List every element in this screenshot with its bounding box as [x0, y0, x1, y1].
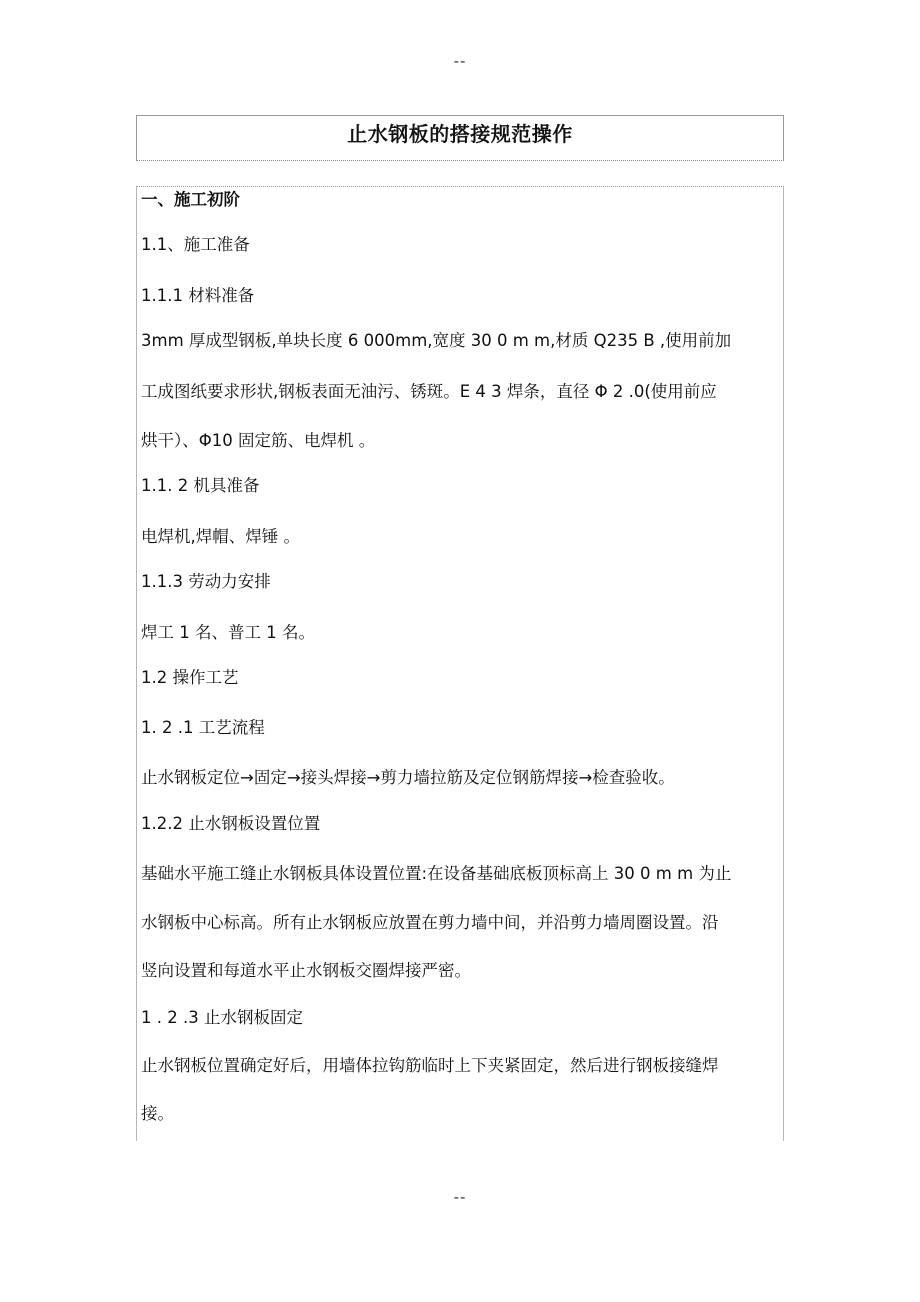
paragraph-line: 止水钢板定位→固定→接头焊接→剪力墙拉筋及定位钢筋焊接→检查验收。 — [141, 768, 675, 787]
subsubsection-heading: 1.1.3 劳动力安排 — [141, 572, 271, 591]
paragraph-line: 止水钢板位置确定好后，用墙体拉钩筋临时上下夹紧固定，然后进行钢板接缝焊 — [141, 1056, 719, 1075]
subsubsection-heading: 1.1.1 材料准备 — [141, 286, 255, 305]
paragraph-line: 电焊机,焊帽、焊锤 。 — [141, 527, 300, 546]
page-mark-top: -- — [453, 52, 467, 70]
subsubsection-heading: 1.2.2 止水钢板设置位置 — [141, 814, 321, 833]
paragraph-line: 基础水平施工缝止水钢板具体设置位置:在设备基础底板顶标高上 30 0 m m 为止 — [141, 864, 732, 883]
paragraph-line: 水钢板中心标高。所有止水钢板应放置在剪力墙中间，并沿剪力墙周圈设置。沿 — [141, 913, 719, 932]
section-heading: 一、施工初阶 — [141, 190, 240, 209]
paragraph-line: 3mm 厚成型钢板,单块长度 6 000mm,宽度 30 0 m m,材质 Q235 B ,使用前加 — [141, 331, 732, 350]
paragraph-line: 烘干）、Φ10 固定筋、电焊机 。 — [141, 431, 376, 450]
paragraph-line: 接。 — [141, 1104, 174, 1123]
subsubsection-heading: 1. 2 .1 工艺流程 — [141, 718, 265, 737]
page-mark-bottom: -- — [453, 1188, 467, 1206]
subsubsection-heading: 1 . 2 .3 止水钢板固定 — [141, 1008, 303, 1027]
document-title: 止水钢板的搭接规范操作 — [347, 122, 573, 146]
title-box — [136, 115, 784, 161]
content-box — [136, 186, 784, 1141]
subsection-heading: 1.1、施工准备 — [141, 235, 250, 254]
subsection-heading: 1.2 操作工艺 — [141, 668, 239, 687]
paragraph-line: 焊工 1 名、普工 1 名。 — [141, 623, 315, 642]
subsubsection-heading: 1.1. 2 机具准备 — [141, 476, 260, 495]
paragraph-line: 工成图纸要求形状,钢板表面无油污、锈斑。E 4 3 焊条，直径 Φ 2 .0(使用前应 — [141, 382, 717, 401]
paragraph-line: 竖向设置和每道水平止水钢板交圈焊接严密。 — [141, 961, 471, 980]
